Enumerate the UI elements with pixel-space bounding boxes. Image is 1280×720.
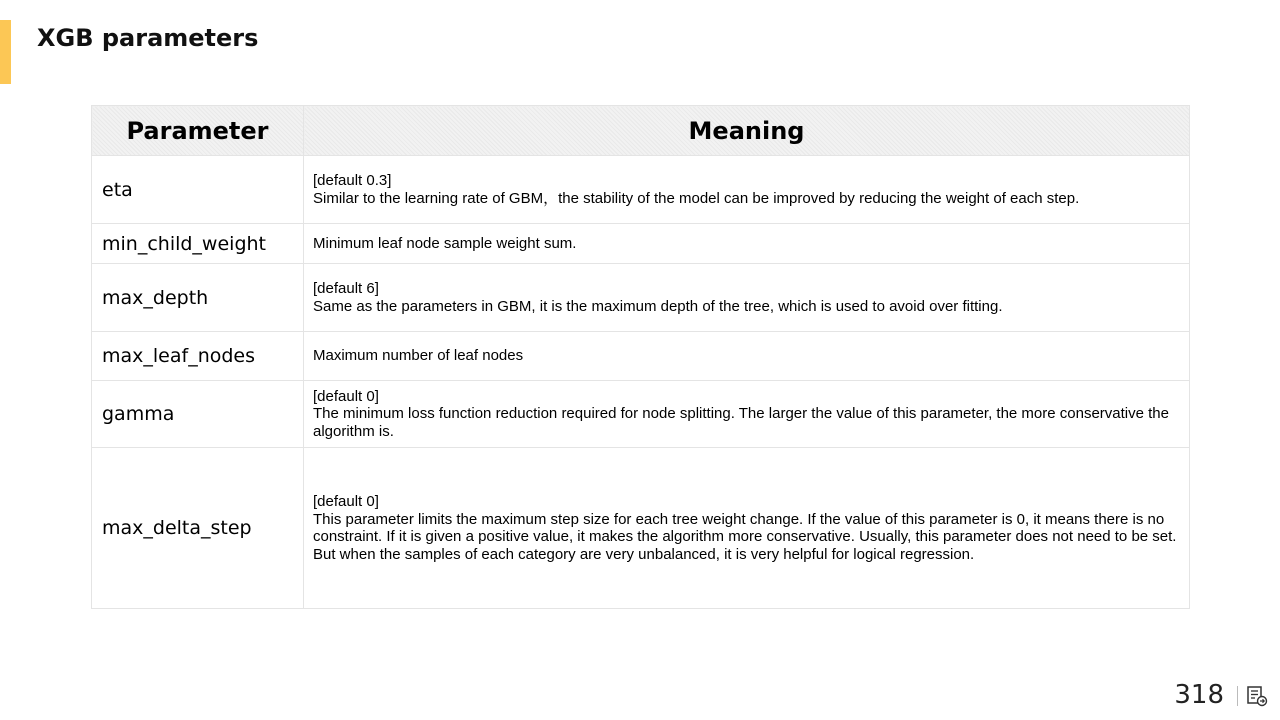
param-meaning [304, 381, 1190, 448]
footer-divider [1237, 686, 1238, 706]
param-name: max_delta_step [92, 448, 304, 609]
param-default: [default 6] [313, 280, 379, 297]
param-description: Same as the parameters in GBM, it is the maximum depth of the tree, which is used to avoid over fitting. [313, 297, 1003, 315]
table-row [92, 264, 1190, 332]
param-description: Minimum leaf node sample weight sum. [313, 234, 577, 252]
table-row [92, 156, 1190, 224]
param-meaning [304, 224, 1190, 264]
param-description: The minimum loss function reduction required for node splitting. The larger the value of this parameter, the more conservative the algorithm is. [313, 405, 1169, 440]
param-name: max_depth [92, 264, 304, 332]
page-title: XGB parameters [37, 24, 259, 52]
table-row [92, 332, 1190, 381]
param-name: gamma [92, 381, 304, 448]
page-number: 318 [1174, 680, 1224, 710]
param-description: This parameter limits the maximum step size for each tree weight change. If the value of this parameter is 0, it means there is no constraint. If it is given a positive value, it makes the algorithm more conservative. Usually, this parameter does not need to be set. But when the samples of each category are very unbalanced, it is very helpful for logical regression. [313, 510, 1177, 563]
header-parameter: Parameter [92, 106, 304, 156]
param-name: max_leaf_nodes [92, 332, 304, 381]
param-meaning [304, 156, 1190, 224]
title-accent-bar [0, 20, 11, 84]
table-header-row [92, 106, 1190, 156]
param-default: [default 0] [313, 387, 379, 405]
table-row [92, 381, 1190, 448]
header-meaning: Meaning [304, 106, 1190, 156]
table-row [92, 224, 1190, 264]
param-default: [default 0] [313, 493, 379, 510]
param-meaning [304, 264, 1190, 332]
table-row [92, 448, 1190, 609]
param-default: [default 0.3] [313, 172, 392, 189]
param-name: eta [92, 156, 304, 224]
param-name: min_child_weight [92, 224, 304, 264]
param-meaning [304, 332, 1190, 381]
parameters-table [91, 105, 1190, 609]
param-description: Maximum number of leaf nodes [313, 347, 524, 365]
param-meaning [304, 448, 1190, 609]
document-icon[interactable] [1246, 685, 1268, 707]
param-description: Similar to the learning rate of GBM，the stability of the model can be improved by reducing the weight of each step. [313, 189, 1080, 207]
